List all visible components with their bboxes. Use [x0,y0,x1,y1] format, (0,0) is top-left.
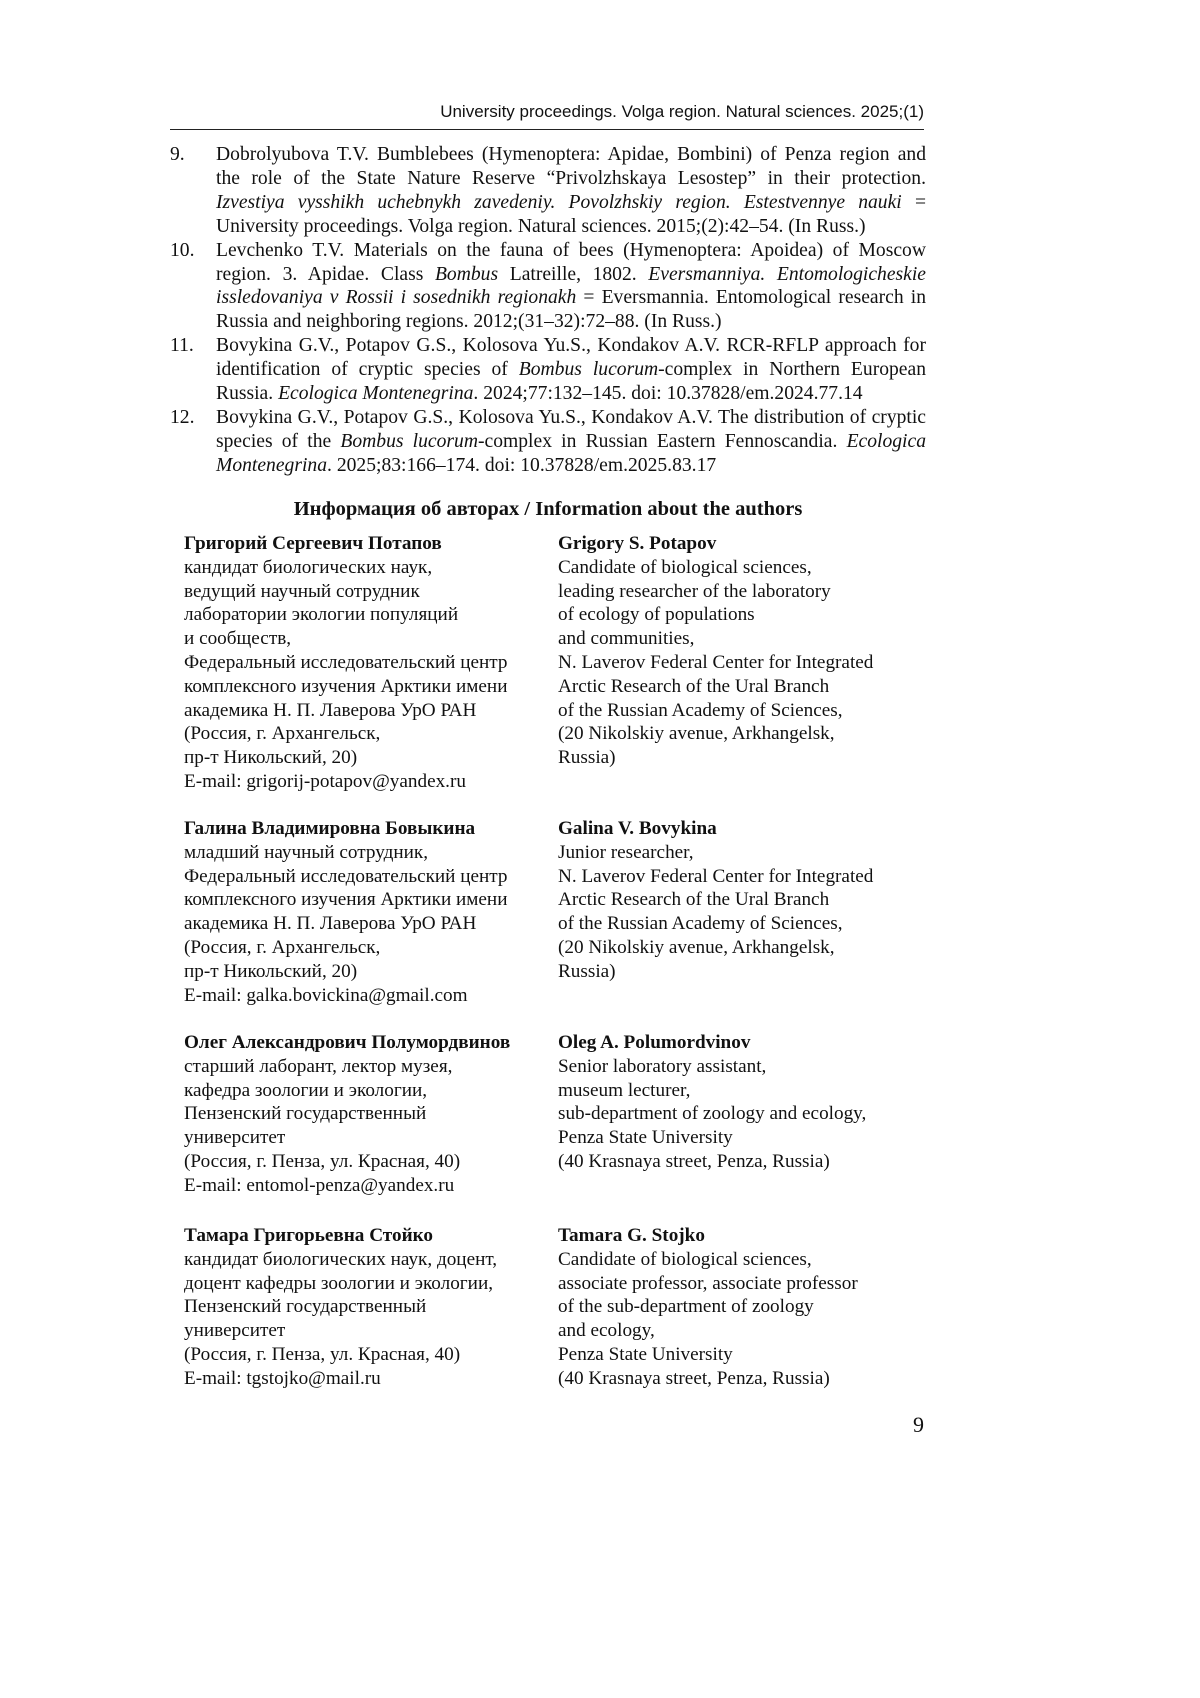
reference-text: Bovykina G.V., Potapov G.S., Kolosova Yu.S., Kondakov A.V. The distribution of cryptic species of the Bombus lucorum-complex in Russian Eastern Fennoscandia. Ecologica Montenegrina. 2025;83:166–174. doi: 10.37828/em.2025.83.17 [216,406,926,478]
reference-list [170,143,926,478]
page-number: 9 [880,1412,924,1438]
author-line: университет [184,1319,558,1343]
author-name-en: Galina V. Bovykina [558,817,926,841]
author-line: (Россия, г. Архангельск, [184,722,558,746]
author-block [184,532,926,794]
reference-item [170,239,926,335]
author-email: E-mail: galka.bovickina@gmail.com [184,984,558,1008]
author-line: N. Laverov Federal Center for Integrated [558,651,926,675]
author-line: Arctic Research of the Ural Branch [558,675,926,699]
author-line: пр-т Никольский, 20) [184,960,558,984]
author-line: Senior laboratory assistant, [558,1055,926,1079]
author-line: академика Н. П. Лаверова УрО РАН [184,912,558,936]
author-name-ru: Тамара Григорьевна Стойко [184,1224,558,1248]
author-info-en [558,817,926,1007]
author-line: of ecology of populations [558,603,926,627]
author-line: and ecology, [558,1319,926,1343]
reference-item [170,334,926,406]
author-info-ru [184,532,558,794]
author-line: Russia) [558,746,926,770]
author-email: E-mail: grigorij-potapov@yandex.ru [184,770,558,794]
reference-number: 9. [170,143,216,239]
author-info-en [558,1031,926,1198]
author-block [184,1031,926,1198]
author-line: (Россия, г. Пенза, ул. Красная, 40) [184,1343,558,1367]
reference-item [170,406,926,478]
author-line: Пензенский государственный [184,1295,558,1319]
author-line: Penza State University [558,1343,926,1367]
author-block [184,817,926,1007]
running-header: University proceedings. Volga region. Natural sciences. 2025;(1) [170,100,924,130]
author-info-en [558,1224,926,1391]
author-line: (Россия, г. Архангельск, [184,936,558,960]
author-line: ведущий научный сотрудник [184,580,558,604]
author-email: E-mail: entomol-penza@yandex.ru [184,1174,558,1198]
author-info-ru [184,1031,558,1198]
author-line: (40 Krasnaya street, Penza, Russia) [558,1367,926,1391]
author-line: of the sub-department of zoology [558,1295,926,1319]
author-line: комплексного изучения Арктики имени [184,675,558,699]
author-line: associate professor, associate professor [558,1272,926,1296]
author-line: кандидат биологических наук, [184,556,558,580]
author-name-ru: Олег Александрович Полумордвинов [184,1031,558,1055]
author-line: Russia) [558,960,926,984]
author-info-ru [184,817,558,1007]
author-line: университет [184,1126,558,1150]
author-line: of the Russian Academy of Sciences, [558,912,926,936]
author-line: of the Russian Academy of Sciences, [558,699,926,723]
reference-text: Dobrolyubova T.V. Bumblebees (Hymenoptera: Apidae, Bombini) of Penza region and the role of the State Nature Reserve “Privolzhskaya Lesostep” in their protection. Izvestiya vysshikh uchebnykh zavedeniy. Povolzhskiy region. Estestvennye nauki = University proceedings. Volga region. Natural sciences. 2015;(2):42–54. (In Russ.) [216,143,926,239]
reference-number: 12. [170,406,216,478]
author-line: кандидат биологических наук, доцент, [184,1248,558,1272]
author-line: младший научный сотрудник, [184,841,558,865]
reference-number: 11. [170,334,216,406]
author-info-en [558,532,926,794]
author-line: (Россия, г. Пенза, ул. Красная, 40) [184,1150,558,1174]
journal-page [0,0,1200,1698]
author-line: Arctic Research of the Ural Branch [558,888,926,912]
author-block [184,1224,926,1391]
author-name-en: Oleg A. Polumordvinov [558,1031,926,1055]
author-line: and communities, [558,627,926,651]
author-line: Penza State University [558,1126,926,1150]
author-name-en: Tamara G. Stojko [558,1224,926,1248]
author-line: Candidate of biological sciences, [558,556,926,580]
author-email: E-mail: tgstojko@mail.ru [184,1367,558,1391]
author-line: Федеральный исследовательский центр [184,865,558,889]
author-line: старший лаборант, лектор музея, [184,1055,558,1079]
author-line: Candidate of biological sciences, [558,1248,926,1272]
author-line: кафедра зоологии и экологии, [184,1079,558,1103]
author-name-ru: Галина Владимировна Бовыкина [184,817,558,841]
author-line: лаборатории экологии популяций [184,603,558,627]
author-line: Федеральный исследовательский центр [184,651,558,675]
author-line: N. Laverov Federal Center for Integrated [558,865,926,889]
author-line: комплексного изучения Арктики имени [184,888,558,912]
author-name-en: Grigory S. Potapov [558,532,926,556]
author-name-ru: Григорий Сергеевич Потапов [184,532,558,556]
author-line: и сообществ, [184,627,558,651]
author-line: museum lecturer, [558,1079,926,1103]
author-line: Junior researcher, [558,841,926,865]
reference-number: 10. [170,239,216,335]
reference-item [170,143,926,239]
author-line: sub-department of zoology and ecology, [558,1102,926,1126]
author-line: доцент кафедры зоологии и экологии, [184,1272,558,1296]
reference-text: Bovykina G.V., Potapov G.S., Kolosova Yu.S., Kondakov A.V. RCR-RFLP approach for identification of cryptic species of Bombus lucorum-complex in Northern European Russia. Ecologica Montenegrina. 2024;77:132–145. doi: 10.37828/em.2024.77.14 [216,334,926,406]
author-line: пр-т Никольский, 20) [184,746,558,770]
author-line: (20 Nikolskiy avenue, Arkhangelsk, [558,722,926,746]
author-line: leading researcher of the laboratory [558,580,926,604]
reference-text: Levchenko T.V. Materials on the fauna of bees (Hymenoptera: Apoidea) of Moscow region. 3. Apidae. Class Bombus Latreille, 1802. Eversmanniya. Entomologicheskie issledovaniya v Rossii i sosednikh regionakh = Eversmannia. Entomological research in Russia and neighboring regions. 2012;(31–32):72–88. (In Russ.) [216,239,926,335]
author-info-ru [184,1224,558,1391]
authors-heading: Информация об авторах / Information about the authors [170,496,926,522]
author-line: академика Н. П. Лаверова УрО РАН [184,699,558,723]
author-line: Пензенский государственный [184,1102,558,1126]
author-line: (20 Nikolskiy avenue, Arkhangelsk, [558,936,926,960]
author-line: (40 Krasnaya street, Penza, Russia) [558,1150,926,1174]
